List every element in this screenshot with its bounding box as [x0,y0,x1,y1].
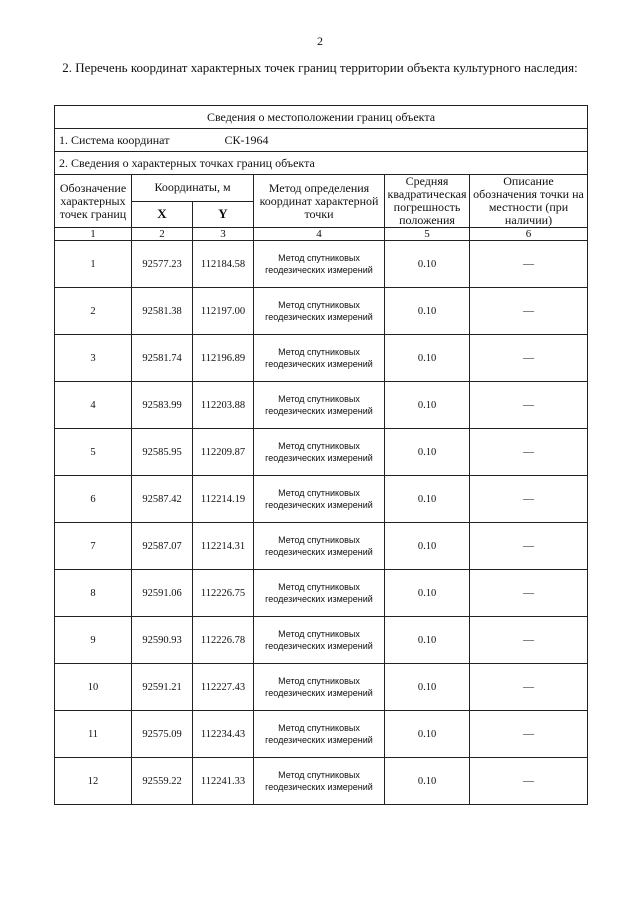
point-number: 1 [55,241,132,288]
coord-x: 92577.23 [132,241,193,288]
column-number: 3 [193,228,254,241]
section-title: Сведения о местоположении границ объекта [55,106,588,129]
error-cell: 0.10 [385,429,470,476]
table-row [55,382,588,429]
column-number: 4 [254,228,385,241]
point-number: 10 [55,664,132,711]
page-number: 2 [317,34,323,48]
error-cell: 0.10 [385,711,470,758]
description-cell: — [470,711,588,758]
point-number: 6 [55,476,132,523]
error-cell: 0.10 [385,617,470,664]
description-cell: — [470,758,588,805]
header-description: Описание обозначения точки на местности (при наличии) [470,175,588,228]
method-cell: Метод спутниковых геодезических измерений [254,241,385,288]
description-cell: — [470,664,588,711]
method-cell: Метод спутниковых геодезических измерений [254,335,385,382]
description-cell: — [470,429,588,476]
coordinate-system-value: СК-1964 [224,132,269,147]
table-row [55,288,588,335]
point-number: 8 [55,570,132,617]
coord-x: 92590.93 [132,617,193,664]
header-x: X [132,201,193,228]
coord-x: 92585.95 [132,429,193,476]
coord-y: 112226.78 [193,617,254,664]
description-cell: — [470,476,588,523]
table-row [55,429,588,476]
coord-x: 92591.21 [132,664,193,711]
method-cell: Метод спутниковых геодезических измерений [254,523,385,570]
point-number: 3 [55,335,132,382]
coord-y: 112234.43 [193,711,254,758]
table-row [55,476,588,523]
header-coordinates: Координаты, м [132,175,254,202]
coord-y: 112209.87 [193,429,254,476]
point-number: 9 [55,617,132,664]
method-cell: Метод спутниковых геодезических измерений [254,288,385,335]
error-cell: 0.10 [385,758,470,805]
coord-y: 112197.00 [193,288,254,335]
description-cell: — [470,335,588,382]
coord-x: 92591.06 [132,570,193,617]
point-number: 4 [55,382,132,429]
error-cell: 0.10 [385,570,470,617]
coord-y: 112214.19 [193,476,254,523]
description-cell: — [470,288,588,335]
method-cell: Метод спутниковых геодезических измерений [254,429,385,476]
point-number: 12 [55,758,132,805]
table-row [55,711,588,758]
description-cell: — [470,570,588,617]
coord-x: 92581.38 [132,288,193,335]
header-method: Метод определения координат характерной точки [254,175,385,228]
method-cell: Метод спутниковых геодезических измерений [254,758,385,805]
table-row [55,617,588,664]
method-cell: Метод спутниковых геодезических измерений [254,476,385,523]
column-number: 5 [385,228,470,241]
description-cell: — [470,523,588,570]
table-row [55,570,588,617]
description-cell: — [470,617,588,664]
column-number-row [55,228,588,241]
point-number: 5 [55,429,132,476]
coord-y: 112241.33 [193,758,254,805]
column-number: 1 [55,228,132,241]
method-cell: Метод спутниковых геодезических измерений [254,617,385,664]
table-row [55,335,588,382]
column-number: 2 [132,228,193,241]
description-cell: — [470,241,588,288]
error-cell: 0.10 [385,476,470,523]
coord-x: 92587.42 [132,476,193,523]
point-number: 11 [55,711,132,758]
points-section-title: 2. Сведения о характерных точках границ объекта [55,152,588,175]
method-cell: Метод спутниковых геодезических измерений [254,382,385,429]
document-title: 2. Перечень координат характерных точек границ территории объекта культурного наследия: [62,60,578,75]
coordinate-system-label: 1. Система координат [59,132,170,147]
coordinate-system-row [55,129,588,152]
error-cell: 0.10 [385,523,470,570]
table-row [55,664,588,711]
table-row [55,241,588,288]
coord-x: 92587.07 [132,523,193,570]
table-row [55,523,588,570]
error-cell: 0.10 [385,241,470,288]
coordinates-table [54,105,588,805]
coord-x: 92575.09 [132,711,193,758]
error-cell: 0.10 [385,288,470,335]
coord-y: 112203.88 [193,382,254,429]
coord-y: 112226.75 [193,570,254,617]
point-number: 2 [55,288,132,335]
method-cell: Метод спутниковых геодезических измерений [254,711,385,758]
coord-x: 92583.99 [132,382,193,429]
coord-y: 112214.31 [193,523,254,570]
header-designation: Обозначение характерных точек границ [55,175,132,228]
method-cell: Метод спутниковых геодезических измерений [254,570,385,617]
point-number: 7 [55,523,132,570]
column-number: 6 [470,228,588,241]
coord-x: 92581.74 [132,335,193,382]
header-y: Y [193,201,254,228]
method-cell: Метод спутниковых геодезических измерений [254,664,385,711]
coord-y: 112227.43 [193,664,254,711]
description-cell: — [470,382,588,429]
coord-y: 112184.58 [193,241,254,288]
coord-y: 112196.89 [193,335,254,382]
header-error: Средняя квадратическая погрешность положения [385,175,470,228]
error-cell: 0.10 [385,664,470,711]
coord-x: 92559.22 [132,758,193,805]
error-cell: 0.10 [385,335,470,382]
table-row [55,758,588,805]
error-cell: 0.10 [385,382,470,429]
